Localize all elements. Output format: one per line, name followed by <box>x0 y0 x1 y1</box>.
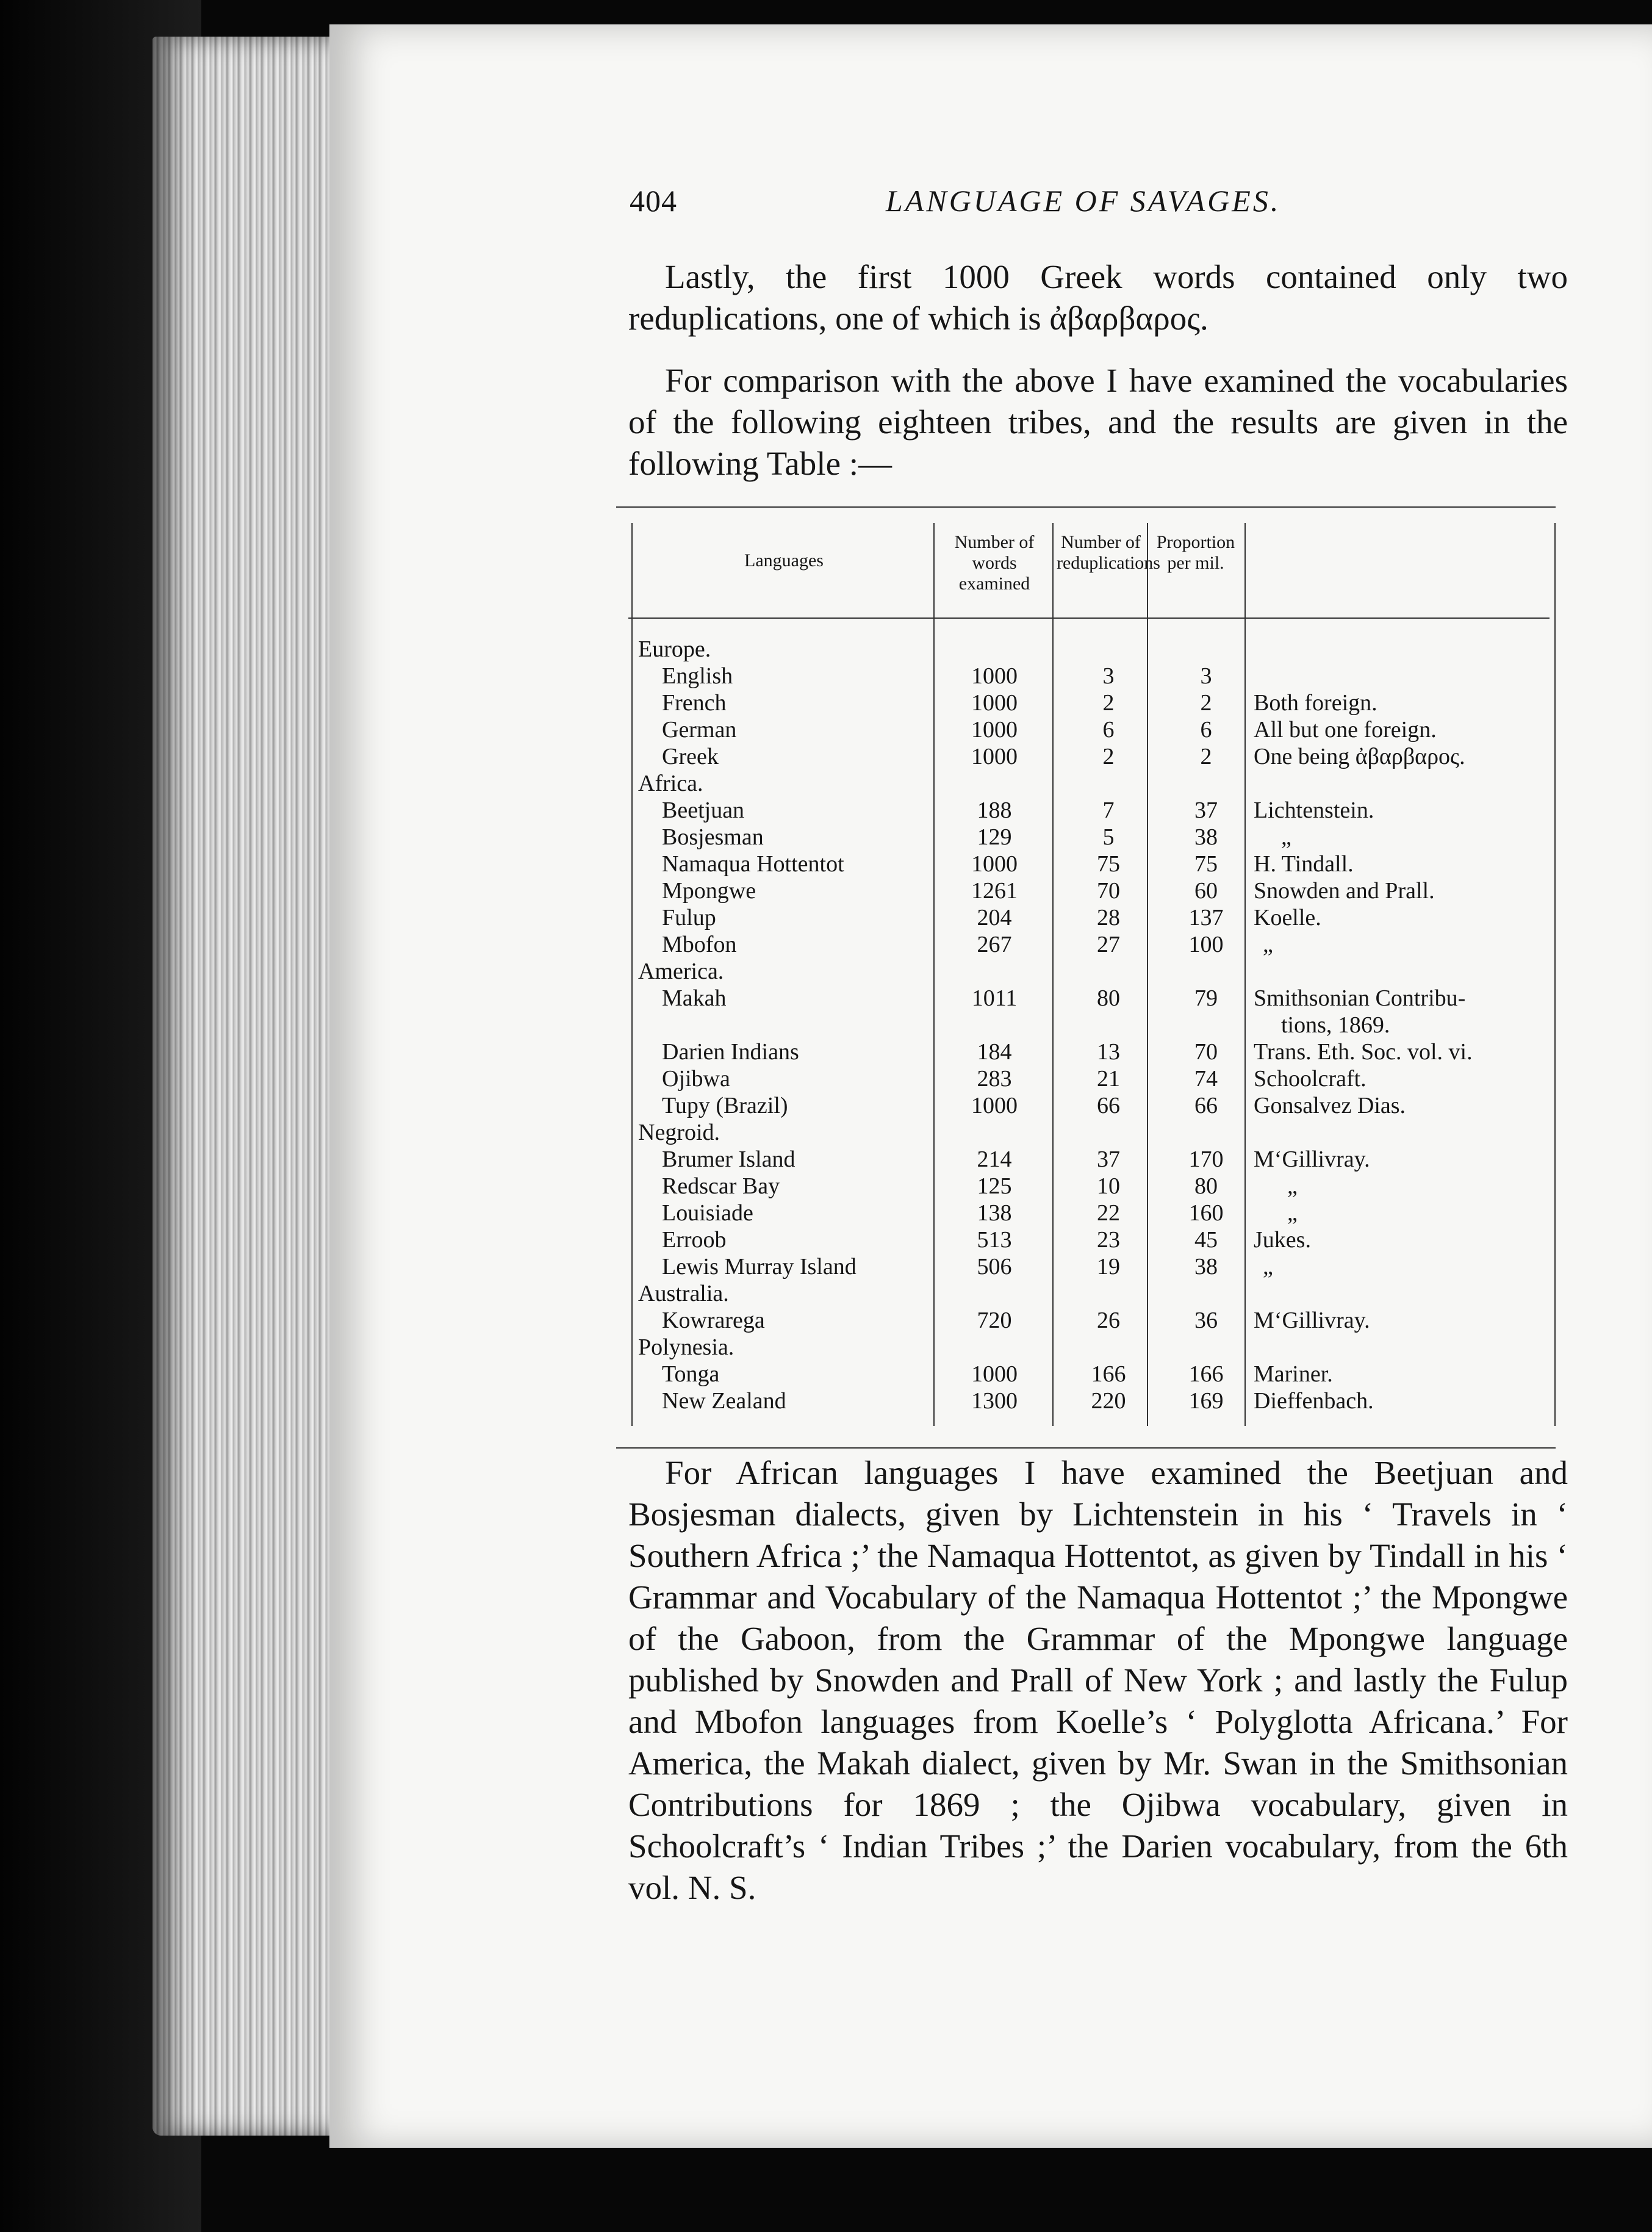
table-row <box>616 851 1556 877</box>
table-row <box>616 663 1556 689</box>
table-row <box>616 1307 1556 1334</box>
words-cell: 125 <box>977 1173 1012 1199</box>
table-row <box>616 689 1556 716</box>
language-cell: Namaqua Hottentot <box>662 851 844 877</box>
table-row <box>616 1146 1556 1173</box>
proportion-cell: 80 <box>1194 1173 1218 1199</box>
language-cell: German <box>662 717 737 743</box>
words-cell: 1000 <box>971 663 1018 689</box>
source-cell: Mariner. <box>1254 1361 1333 1387</box>
proportion-cell: 45 <box>1194 1227 1218 1253</box>
table-row <box>616 1092 1556 1119</box>
proportion-cell: 66 <box>1194 1093 1218 1118</box>
table-row <box>616 877 1556 904</box>
table-row <box>616 1253 1556 1280</box>
proportion-cell: 74 <box>1194 1066 1218 1092</box>
language-cell: Tonga <box>662 1361 720 1387</box>
table-row <box>616 1388 1556 1414</box>
words-cell: 283 <box>977 1066 1012 1092</box>
proportion-cell: 169 <box>1188 1388 1224 1414</box>
paragraph-reduplications: Lastly, the first 1000 Greek words contained only two reduplications, one of which is ἀβαρβαρος. <box>628 258 1568 337</box>
table-row <box>616 1361 1556 1388</box>
proportion-cell: 160 <box>1188 1200 1224 1226</box>
paragraph-sources: For African languages I have examined the Beetjuan and Bosjesman dialects, given by Lichtenstein in his ‘ Travels in ‘ Southern Africa ;’ the Namaqua Hottentot, as given by Tindall in his ‘ Grammar and Vocabulary of the Namaqua Hottentot ;’ the Mpongwe of the Gaboon, from the Grammar of the Mpongwe language published by Snowden and Prall of New York ; and lastly the Fulup and Mbofon languages from Koelle’s ‘ Polyglotta Africana.’ For America, the Makah dialect, given by Mr. Swan in the Smithsonian Contributions for 1869 ; the Ojibwa vocabulary, given in Schoolcraft’s ‘ Indian Tribes ;’ the Darien vocabulary, from the 6th vol. N. S. <box>628 1454 1568 1906</box>
redup-cell: 7 <box>1102 797 1115 823</box>
proportion-cell: 60 <box>1194 878 1218 904</box>
language-cell: French <box>662 690 727 716</box>
words-cell: 1000 <box>971 717 1018 743</box>
language-cell: Beetjuan <box>662 797 745 823</box>
language-cell: Lewis Murray Island <box>662 1254 857 1280</box>
table-row <box>616 743 1556 770</box>
header-languages: Languages <box>744 550 824 571</box>
table-row <box>616 1226 1556 1253</box>
redup-cell: 19 <box>1097 1254 1120 1280</box>
source-cell: M‘Gillivray. <box>1254 1308 1370 1333</box>
table-row <box>616 824 1556 851</box>
redup-cell: 27 <box>1097 932 1120 957</box>
words-cell: 267 <box>977 932 1012 957</box>
words-cell: 214 <box>977 1147 1012 1172</box>
source-cell: „ <box>1287 1200 1298 1226</box>
table-row <box>616 1065 1556 1092</box>
header-proportion: Proportion per mil. <box>1156 532 1235 573</box>
table-row <box>616 1039 1556 1065</box>
redup-cell: 66 <box>1097 1093 1120 1118</box>
region-label: Australia. <box>638 1281 729 1306</box>
source-cell: „ <box>1263 1254 1273 1280</box>
source-cell: One being ἀβαρβαρος. <box>1254 744 1465 769</box>
redup-cell: 28 <box>1097 905 1120 931</box>
redup-cell: 5 <box>1102 824 1115 850</box>
redup-cell: 75 <box>1097 851 1120 877</box>
proportion-cell: 75 <box>1194 851 1218 877</box>
redup-cell: 23 <box>1097 1227 1120 1253</box>
language-cell: Makah <box>662 985 727 1011</box>
table-row <box>616 797 1556 824</box>
proportion-cell: 166 <box>1188 1361 1224 1387</box>
words-cell: 138 <box>977 1200 1012 1226</box>
language-cell: Mpongwe <box>662 878 756 904</box>
source-cell: H. Tindall. <box>1254 851 1354 877</box>
proportion-cell: 100 <box>1188 932 1224 957</box>
language-cell: Greek <box>662 744 719 769</box>
redup-cell: 220 <box>1091 1388 1126 1414</box>
table-row <box>616 931 1556 958</box>
words-cell: 720 <box>977 1308 1012 1333</box>
language-cell: Fulup <box>662 905 716 931</box>
page-header <box>630 183 1337 238</box>
table-row <box>616 985 1556 1039</box>
proportion-cell: 137 <box>1188 905 1224 931</box>
language-cell: Ojibwa <box>662 1066 730 1092</box>
proportion-cell: 2 <box>1200 744 1212 769</box>
proportion-cell: 38 <box>1194 1254 1218 1280</box>
source-cell: „ <box>1263 932 1273 957</box>
words-cell: 1300 <box>971 1388 1018 1414</box>
source-cell: Koelle. <box>1254 905 1321 931</box>
words-cell: 188 <box>977 797 1012 823</box>
source-cell: Schoolcraft. <box>1254 1066 1366 1092</box>
language-cell: Erroob <box>662 1227 727 1253</box>
region-label: Negroid. <box>638 1120 720 1145</box>
words-cell: 1000 <box>971 1361 1018 1387</box>
redup-cell: 70 <box>1097 878 1120 904</box>
proportion-cell: 37 <box>1194 797 1218 823</box>
language-cell: Kowrarega <box>662 1308 765 1333</box>
source-cell: All but one foreign. <box>1254 717 1437 743</box>
paragraph-comparison: For comparison with the above I have examined the vocabularies of the following eighteen tribes, and the results are given in the following Table :— <box>628 362 1568 482</box>
source-cell: Trans. Eth. Soc. vol. vi. <box>1254 1039 1473 1065</box>
words-cell: 204 <box>977 905 1012 931</box>
source-cell: „ <box>1287 1173 1298 1199</box>
redup-cell: 26 <box>1097 1308 1120 1333</box>
proportion-cell: 170 <box>1188 1147 1224 1172</box>
redup-cell: 2 <box>1102 744 1115 769</box>
header-words: Number of words examined <box>954 532 1035 594</box>
table-row <box>616 904 1556 931</box>
source-cell-continued: tions, 1869. <box>1281 1012 1390 1038</box>
redup-cell: 80 <box>1097 985 1120 1011</box>
proportion-cell: 36 <box>1194 1308 1218 1333</box>
redup-cell: 22 <box>1097 1200 1120 1226</box>
source-cell: Jukes. <box>1254 1227 1311 1253</box>
table-row <box>616 716 1556 743</box>
source-cell: Dieffenbach. <box>1254 1388 1374 1414</box>
words-cell: 1000 <box>971 690 1018 716</box>
source-cell: Lichtenstein. <box>1254 797 1374 823</box>
language-cell: Tupy (Brazil) <box>662 1093 788 1118</box>
language-cell: Mbofon <box>662 932 737 957</box>
source-cell: Smithsonian Contribu- <box>1254 985 1466 1011</box>
words-cell: 1011 <box>971 985 1018 1011</box>
language-cell: Louisiade <box>662 1200 753 1226</box>
reduplication-table <box>616 506 1556 1449</box>
table-row <box>616 1173 1556 1200</box>
proportion-cell: 6 <box>1200 717 1212 743</box>
proportion-cell: 79 <box>1194 985 1218 1011</box>
words-cell: 1000 <box>971 1093 1018 1118</box>
region-label: Europe. <box>638 636 711 662</box>
region-label: Africa. <box>638 771 703 796</box>
redup-cell: 37 <box>1097 1147 1120 1172</box>
words-cell: 1000 <box>971 851 1018 877</box>
redup-cell: 166 <box>1091 1361 1126 1387</box>
source-cell: Both foreign. <box>1254 690 1377 716</box>
words-cell: 1261 <box>971 878 1018 904</box>
source-cell: „ <box>1281 824 1291 850</box>
redup-cell: 13 <box>1097 1039 1120 1065</box>
language-cell: Darien Indians <box>662 1039 799 1065</box>
words-cell: 1000 <box>971 744 1018 769</box>
redup-cell: 6 <box>1102 717 1115 743</box>
language-cell: Bosjesman <box>662 824 764 850</box>
language-cell: Brumer Island <box>662 1147 795 1172</box>
redup-cell: 3 <box>1102 663 1115 689</box>
language-cell: New Zealand <box>662 1388 786 1414</box>
language-cell: Redscar Bay <box>662 1173 780 1199</box>
source-cell: Gonsalvez Dias. <box>1254 1093 1406 1118</box>
redup-cell: 2 <box>1102 690 1115 716</box>
language-cell: English <box>662 663 733 689</box>
running-title: LANGUAGE OF SAVAGES. <box>886 184 1281 218</box>
header-reduplications: Number of reduplications <box>1057 532 1160 573</box>
proportion-cell: 2 <box>1200 690 1212 716</box>
source-cell: M‘Gillivray. <box>1254 1147 1370 1172</box>
proportion-cell: 3 <box>1200 663 1212 689</box>
region-label: America. <box>638 959 724 984</box>
header-rule <box>628 617 1550 619</box>
proportion-cell: 38 <box>1194 824 1218 850</box>
words-cell: 513 <box>977 1227 1012 1253</box>
table-row <box>616 1200 1556 1226</box>
source-cell: Snowden and Prall. <box>1254 878 1435 904</box>
page-number: 404 <box>630 184 677 218</box>
words-cell: 129 <box>977 824 1012 850</box>
words-cell: 184 <box>977 1039 1012 1065</box>
redup-cell: 10 <box>1097 1173 1120 1199</box>
words-cell: 506 <box>977 1254 1012 1280</box>
proportion-cell: 70 <box>1194 1039 1218 1065</box>
redup-cell: 21 <box>1097 1066 1120 1092</box>
region-label: Polynesia. <box>638 1334 734 1360</box>
